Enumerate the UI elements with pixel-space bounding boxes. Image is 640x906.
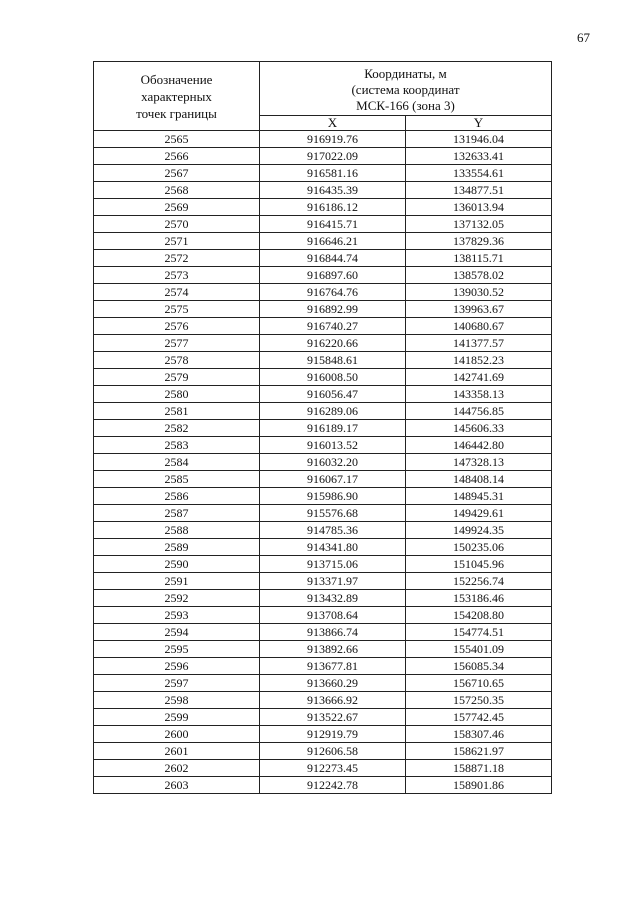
table-row xyxy=(94,403,552,420)
y-coordinate-cell: 144756.85 xyxy=(406,403,552,420)
y-coordinate-cell: 133554.61 xyxy=(406,165,552,182)
table-row xyxy=(94,148,552,165)
y-coordinate-cell: 152256.74 xyxy=(406,573,552,590)
table-row xyxy=(94,573,552,590)
point-id-cell: 2569 xyxy=(94,199,260,216)
point-id-cell: 2571 xyxy=(94,233,260,250)
y-coordinate-cell: 158307.46 xyxy=(406,726,552,743)
table-row xyxy=(94,386,552,403)
x-coordinate-cell: 917022.09 xyxy=(260,148,406,165)
table-row xyxy=(94,607,552,624)
table-row xyxy=(94,352,552,369)
point-id-cell: 2603 xyxy=(94,777,260,794)
x-coordinate-cell: 916056.47 xyxy=(260,386,406,403)
table-header xyxy=(94,62,552,131)
y-coordinate-cell: 156085.34 xyxy=(406,658,552,675)
table-row xyxy=(94,131,552,148)
point-id-cell: 2566 xyxy=(94,148,260,165)
point-id-cell: 2600 xyxy=(94,726,260,743)
table-row xyxy=(94,539,552,556)
y-coordinate-cell: 138115.71 xyxy=(406,250,552,267)
table-row xyxy=(94,165,552,182)
y-coordinate-cell: 145606.33 xyxy=(406,420,552,437)
point-id-cell: 2568 xyxy=(94,182,260,199)
point-id-cell: 2594 xyxy=(94,624,260,641)
table-row xyxy=(94,692,552,709)
table-row xyxy=(94,726,552,743)
point-id-cell: 2581 xyxy=(94,403,260,420)
y-coordinate-cell: 158901.86 xyxy=(406,777,552,794)
y-coordinate-cell: 139030.52 xyxy=(406,284,552,301)
y-coordinate-cell: 141377.57 xyxy=(406,335,552,352)
y-coordinate-cell: 157250.35 xyxy=(406,692,552,709)
designation-header-line: точек границы xyxy=(136,105,217,121)
designation-header-line: Обозначение xyxy=(140,71,213,87)
point-id-cell: 2585 xyxy=(94,471,260,488)
y-coordinate-cell: 158871.18 xyxy=(406,760,552,777)
point-id-cell: 2602 xyxy=(94,760,260,777)
table-row xyxy=(94,505,552,522)
point-id-cell: 2595 xyxy=(94,641,260,658)
y-coordinate-cell: 154208.80 xyxy=(406,607,552,624)
table-row xyxy=(94,369,552,386)
x-coordinate-cell: 913708.64 xyxy=(260,607,406,624)
x-coordinate-cell: 913522.67 xyxy=(260,709,406,726)
point-id-cell: 2587 xyxy=(94,505,260,522)
table-row xyxy=(94,641,552,658)
point-id-cell: 2593 xyxy=(94,607,260,624)
coordinates-header-line: (система координат xyxy=(351,81,460,97)
y-coordinate-cell: 142741.69 xyxy=(406,369,552,386)
x-coordinate-cell: 916220.66 xyxy=(260,335,406,352)
point-id-cell: 2575 xyxy=(94,301,260,318)
point-id-cell: 2597 xyxy=(94,675,260,692)
table-row xyxy=(94,488,552,505)
point-id-cell: 2565 xyxy=(94,131,260,148)
coordinates-header xyxy=(260,62,552,116)
x-coordinate-cell: 915576.68 xyxy=(260,505,406,522)
point-id-cell: 2583 xyxy=(94,437,260,454)
point-id-cell: 2567 xyxy=(94,165,260,182)
table-body xyxy=(94,131,552,794)
y-coordinate-cell: 158621.97 xyxy=(406,743,552,760)
point-id-cell: 2578 xyxy=(94,352,260,369)
y-coordinate-cell: 155401.09 xyxy=(406,641,552,658)
table-row xyxy=(94,250,552,267)
table-row xyxy=(94,471,552,488)
x-coordinate-cell: 915986.90 xyxy=(260,488,406,505)
table-row xyxy=(94,267,552,284)
header-row-top xyxy=(94,62,552,116)
y-coordinate-cell: 149924.35 xyxy=(406,522,552,539)
table-row xyxy=(94,522,552,539)
x-coordinate-cell: 916844.74 xyxy=(260,250,406,267)
x-column-header: X xyxy=(260,116,406,131)
point-id-cell: 2580 xyxy=(94,386,260,403)
table-row xyxy=(94,233,552,250)
point-id-cell: 2576 xyxy=(94,318,260,335)
x-coordinate-cell: 914341.80 xyxy=(260,539,406,556)
y-coordinate-cell: 140680.67 xyxy=(406,318,552,335)
y-coordinate-cell: 156710.65 xyxy=(406,675,552,692)
table-row xyxy=(94,284,552,301)
point-id-cell: 2572 xyxy=(94,250,260,267)
x-coordinate-cell: 916067.17 xyxy=(260,471,406,488)
x-coordinate-cell: 913432.89 xyxy=(260,590,406,607)
table-row xyxy=(94,709,552,726)
coordinates-header-line: МСК-166 (зона 3) xyxy=(356,97,455,113)
y-coordinate-cell: 148408.14 xyxy=(406,471,552,488)
designation-header-line: характерных xyxy=(141,88,212,104)
x-coordinate-cell: 916897.60 xyxy=(260,267,406,284)
coordinates-header-line: Координаты, м xyxy=(364,65,447,81)
table-row xyxy=(94,743,552,760)
table-row xyxy=(94,335,552,352)
table-row xyxy=(94,420,552,437)
x-coordinate-cell: 916289.06 xyxy=(260,403,406,420)
point-id-cell: 2598 xyxy=(94,692,260,709)
x-coordinate-cell: 916919.76 xyxy=(260,131,406,148)
x-coordinate-cell: 916764.76 xyxy=(260,284,406,301)
x-coordinate-cell: 912919.79 xyxy=(260,726,406,743)
x-coordinate-cell: 916013.52 xyxy=(260,437,406,454)
y-column-header: Y xyxy=(406,116,552,131)
x-coordinate-cell: 913371.97 xyxy=(260,573,406,590)
y-coordinate-cell: 139963.67 xyxy=(406,301,552,318)
y-coordinate-cell: 150235.06 xyxy=(406,539,552,556)
x-coordinate-cell: 916189.17 xyxy=(260,420,406,437)
table-row xyxy=(94,590,552,607)
x-coordinate-cell: 913866.74 xyxy=(260,624,406,641)
table-row xyxy=(94,182,552,199)
x-coordinate-cell: 914785.36 xyxy=(260,522,406,539)
y-coordinate-cell: 148945.31 xyxy=(406,488,552,505)
x-coordinate-cell: 916186.12 xyxy=(260,199,406,216)
x-coordinate-cell: 913677.81 xyxy=(260,658,406,675)
x-coordinate-cell: 912273.45 xyxy=(260,760,406,777)
table-row xyxy=(94,777,552,794)
x-coordinate-cell: 916581.16 xyxy=(260,165,406,182)
y-coordinate-cell: 131946.04 xyxy=(406,131,552,148)
y-coordinate-cell: 146442.80 xyxy=(406,437,552,454)
y-coordinate-cell: 143358.13 xyxy=(406,386,552,403)
point-id-cell: 2588 xyxy=(94,522,260,539)
y-coordinate-cell: 136013.94 xyxy=(406,199,552,216)
y-coordinate-cell: 153186.46 xyxy=(406,590,552,607)
table-row xyxy=(94,556,552,573)
point-id-cell: 2599 xyxy=(94,709,260,726)
coordinates-table xyxy=(93,61,552,794)
y-coordinate-cell: 151045.96 xyxy=(406,556,552,573)
table-row xyxy=(94,760,552,777)
point-id-cell: 2589 xyxy=(94,539,260,556)
y-coordinate-cell: 149429.61 xyxy=(406,505,552,522)
table-row xyxy=(94,301,552,318)
x-coordinate-cell: 916646.21 xyxy=(260,233,406,250)
y-coordinate-cell: 137829.36 xyxy=(406,233,552,250)
point-id-cell: 2596 xyxy=(94,658,260,675)
x-coordinate-cell: 916892.99 xyxy=(260,301,406,318)
table-row xyxy=(94,216,552,233)
table-row xyxy=(94,675,552,692)
x-coordinate-cell: 913666.92 xyxy=(260,692,406,709)
x-coordinate-cell: 916740.27 xyxy=(260,318,406,335)
point-id-cell: 2579 xyxy=(94,369,260,386)
y-coordinate-cell: 132633.41 xyxy=(406,148,552,165)
y-coordinate-cell: 154774.51 xyxy=(406,624,552,641)
x-coordinate-cell: 912606.58 xyxy=(260,743,406,760)
point-id-cell: 2577 xyxy=(94,335,260,352)
table-row xyxy=(94,658,552,675)
x-coordinate-cell: 915848.61 xyxy=(260,352,406,369)
table-row xyxy=(94,454,552,471)
table-row xyxy=(94,624,552,641)
point-id-cell: 2592 xyxy=(94,590,260,607)
y-coordinate-cell: 147328.13 xyxy=(406,454,552,471)
point-id-cell: 2586 xyxy=(94,488,260,505)
x-coordinate-cell: 916008.50 xyxy=(260,369,406,386)
point-id-cell: 2601 xyxy=(94,743,260,760)
x-coordinate-cell: 916415.71 xyxy=(260,216,406,233)
point-id-cell: 2570 xyxy=(94,216,260,233)
point-id-cell: 2590 xyxy=(94,556,260,573)
point-id-cell: 2582 xyxy=(94,420,260,437)
point-id-cell: 2591 xyxy=(94,573,260,590)
y-coordinate-cell: 138578.02 xyxy=(406,267,552,284)
point-id-cell: 2573 xyxy=(94,267,260,284)
table-row xyxy=(94,318,552,335)
designation-header xyxy=(94,62,260,131)
x-coordinate-cell: 913660.29 xyxy=(260,675,406,692)
y-coordinate-cell: 134877.51 xyxy=(406,182,552,199)
x-coordinate-cell: 912242.78 xyxy=(260,777,406,794)
table-row xyxy=(94,199,552,216)
x-coordinate-cell: 916435.39 xyxy=(260,182,406,199)
page-number: 67 xyxy=(577,30,590,45)
x-coordinate-cell: 916032.20 xyxy=(260,454,406,471)
point-id-cell: 2584 xyxy=(94,454,260,471)
x-coordinate-cell: 913892.66 xyxy=(260,641,406,658)
table-row xyxy=(94,437,552,454)
x-coordinate-cell: 913715.06 xyxy=(260,556,406,573)
y-coordinate-cell: 157742.45 xyxy=(406,709,552,726)
point-id-cell: 2574 xyxy=(94,284,260,301)
y-coordinate-cell: 137132.05 xyxy=(406,216,552,233)
y-coordinate-cell: 141852.23 xyxy=(406,352,552,369)
